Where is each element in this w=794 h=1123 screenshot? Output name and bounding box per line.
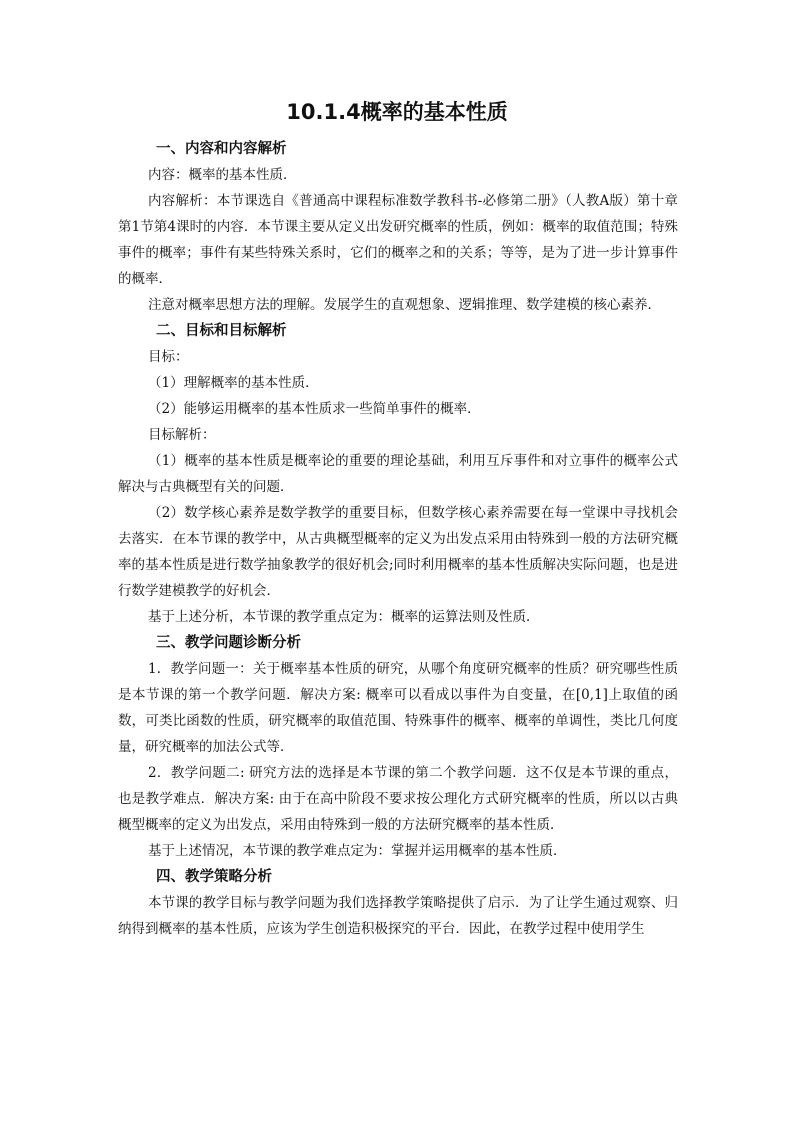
paragraph-key-point: 基于上述分析，本节课的教学重点定为：概率的运算法则及性质． (148, 609, 540, 625)
goal-analysis-1: （1）概率的基本性质是概率论的重要的理论基础，利用互斥事件和对立事件的概率公式解决与古典概型有关的问题． (118, 453, 678, 495)
teaching-problem-2: 2．教学问题二: 研究方法的选择是本节课的第二个教学问题．这不仅是本节课的重点，也是教学难点．解决方案: 由于在高中阶段不要求按公理化方式研究概率的性质，所以以古典概型概率的定义为出发点，采用由特殊到一般的方法研究概率的基本性质． (118, 765, 678, 833)
section-heading-problem-diagnosis: 三、教学问题诊断分析 (156, 635, 301, 651)
document-title: 10.1.4概率的基本性质 (286, 100, 508, 124)
paragraph-content-analysis: 内容解析：本节课选自《普通高中课程标准数学教科书-必修第二册》（人教A版）第十章第1节第4课时的内容．本节课主要从定义出发研究概率的性质，例如：概率的取值范围；特殊事件的概率；事件有某些特殊关系时，它们的概率之和的关系；等等，是为了进一步计算事件的概率． (118, 193, 678, 287)
document-body (118, 136, 678, 942)
section-heading-goals: 二、目标和目标解析 (156, 323, 287, 339)
teaching-problem-1: 1．教学问题一：关于概率基本性质的研究，从哪个角度研究概率的性质？研究哪些性质是本节课的第一个教学问题．解决方案: 概率可以看成以事件为自变量，在[0,1]上取值的函数，可类比函数的性质，研究概率的取值范围、特殊事件的概率、概率的单调性，类比几何度量，研究概率的加法公式等． (118, 661, 678, 755)
paragraph-goal-analysis-label: 目标解析： (148, 427, 216, 443)
paragraph-goals-label: 目标： (148, 349, 189, 365)
paragraph-strategy: 本节课的教学目标与教学问题为我们选择教学策略提供了启示．为了让学生通过观察、归纳得到概率的基本性质，应该为学生创造积极探究的平台．因此，在教学过程中使用学生 (118, 895, 678, 937)
paragraph-content: 内容：概率的基本性质． (148, 167, 297, 183)
goal-item-1: （1）理解概率的基本性质． (148, 375, 319, 391)
section-heading-content: 一、内容和内容解析 (156, 141, 287, 157)
goal-analysis-2: （2）数学核心素养是数学教学的重要目标，但数学核心素养需要在每一堂课中寻找机会去落实．在本节课的教学中，从古典概型概率的定义为出发点采用由特殊到一般的方法研究概率的基本性质是进行数学抽象教学的很好机会;同时利用概率的基本性质解决实际问题，也是进行数学建模教学的好机会． (118, 505, 678, 599)
goal-item-2: （2）能够运用概率的基本性质求一些简单事件的概率． (148, 401, 481, 417)
paragraph-difficulty: 基于上述情况，本节课的教学难点定为：掌握并运用概率的基本性质． (148, 843, 567, 859)
section-heading-strategy: 四、教学策略分析 (156, 869, 272, 885)
paragraph-literacy: 注意对概率思想方法的理解。发展学生的直观想象、逻辑推理、数学建模的核心素养． (148, 297, 661, 313)
